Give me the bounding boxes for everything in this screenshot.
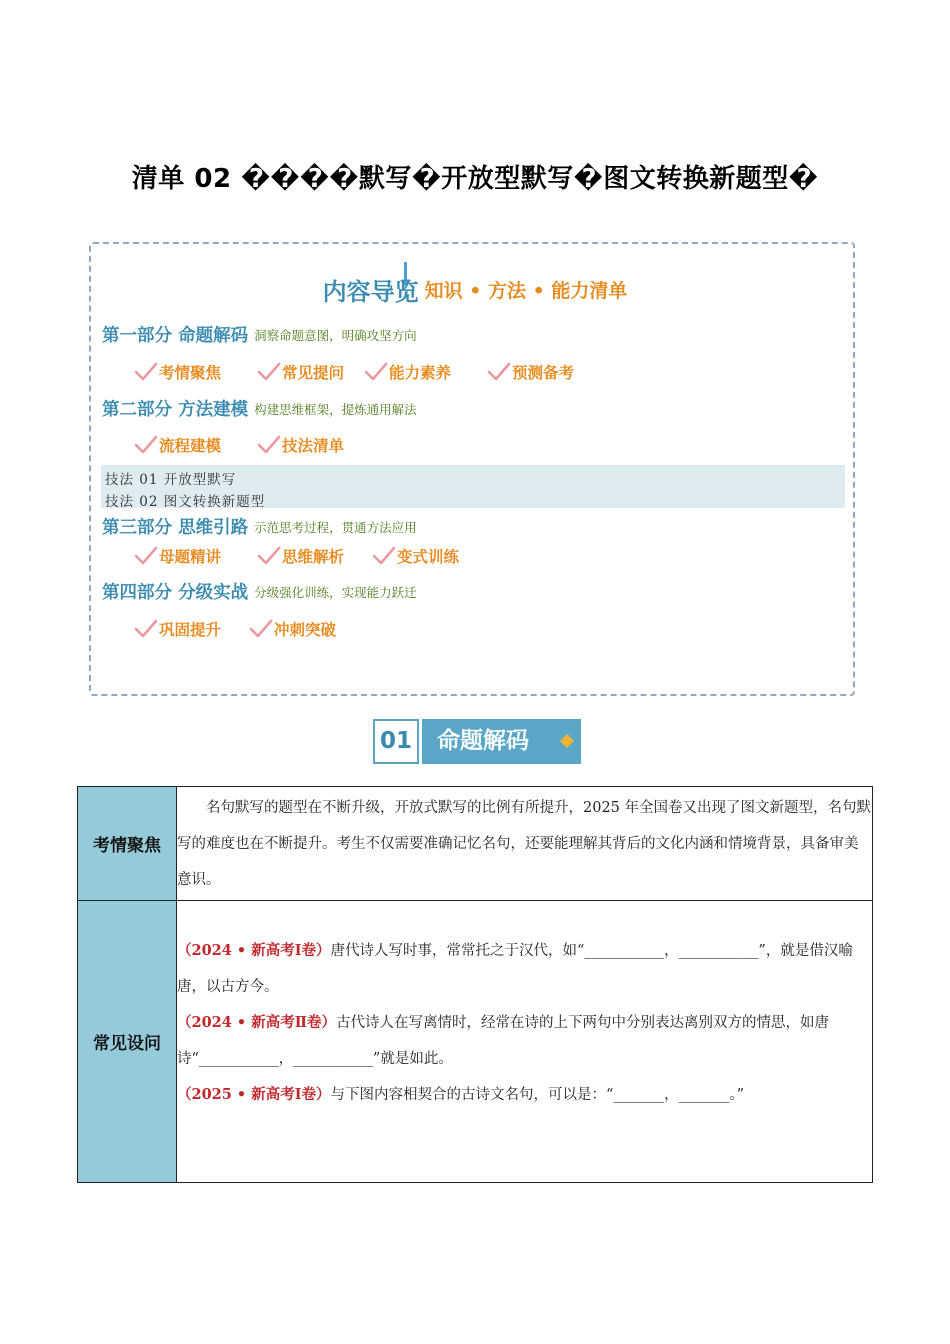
guide-heading: [0, 272, 950, 307]
table-row: [78, 787, 873, 901]
common-questions-cell: [177, 901, 873, 1183]
checkmark-icon: [257, 362, 281, 382]
section-label: 命题解码: [422, 719, 581, 764]
document-title: 清单 02 ����默写�开放型默写�图文转换新题型�: [131, 164, 819, 194]
checkmark-icon: [372, 546, 396, 566]
checkmark-icon: [364, 362, 388, 382]
part-2-item[interactable]: 技法清单: [257, 434, 344, 456]
section-number: 01: [373, 719, 419, 764]
part-2-item[interactable]: 流程建模: [134, 434, 221, 456]
part-3-desc: 示范思考过程，贯通方法应用: [254, 519, 417, 535]
checkmark-icon: [249, 619, 273, 639]
part-1-title: 第一部分 命题解码: [102, 326, 249, 346]
part-2-title: 第二部分 方法建模: [102, 400, 249, 420]
checkmark-icon: [487, 362, 511, 382]
part-3-item[interactable]: 变式训练: [372, 545, 459, 567]
part-4-desc: 分级强化训练，实现能力跃迁: [254, 584, 417, 600]
part-1-row: [102, 322, 417, 347]
table-row: [78, 901, 873, 1183]
part-2-desc: 构建思维框架，提炼通用解法: [254, 401, 417, 417]
skill-list: [101, 465, 845, 508]
part-3-item[interactable]: 思维解析: [257, 545, 344, 567]
question-item: [177, 1077, 872, 1113]
part-4-item[interactable]: 巩固提升: [134, 618, 221, 640]
diamond-icon: [560, 734, 574, 748]
question-source: （2024 • 新高考Ⅰ卷）: [177, 942, 331, 959]
part-4-title: 第四部分 分级实战: [102, 583, 249, 603]
skill-item-2[interactable]: 技法 02 图文转换新题型: [105, 494, 266, 510]
row-header-common-questions: 常见设问: [78, 901, 177, 1183]
part-4-row: [102, 579, 417, 604]
question-item: [177, 933, 872, 1005]
part-3-title: 第三部分 思维引路: [102, 518, 249, 538]
checkmark-icon: [134, 435, 158, 455]
skill-item-1[interactable]: 技法 01 开放型默写: [105, 472, 237, 488]
info-table: [77, 786, 873, 1183]
guide-subtitle: 知识 • 方法 • 能力清单: [424, 280, 628, 302]
exam-focus-text: 名句默写的题型在不断升级，开放式默写的比例有所提升，2025 年全国卷又出现了图文新题型，名句默写的难度也在不断提升。考生不仅需要准确记忆名句，还要能理解其背后的文化内涵和情境背景，具备审美意识。: [177, 787, 873, 901]
question-text: 唐代诗人写时事，常常托之于汉代，如“___________，___________”，就是借汉喻唐，以古方今。: [177, 943, 853, 995]
question-text: 与下图内容相契合的古诗文名句，可以是：“_______，_______。”: [330, 1087, 745, 1103]
part-1-item[interactable]: 常见提问: [257, 361, 344, 383]
guide-title: 内容导览: [322, 278, 419, 306]
question-source: （2025 • 新高考Ⅰ卷）: [177, 1086, 331, 1103]
part-1-desc: 洞察命题意图，明确攻坚方向: [254, 327, 417, 343]
checkmark-icon: [134, 546, 158, 566]
part-2-row: [102, 396, 417, 421]
checkmark-icon: [257, 546, 281, 566]
row-header-exam-focus: 考情聚焦: [78, 787, 177, 901]
part-1-item[interactable]: 预测备考: [487, 361, 574, 383]
part-4-item[interactable]: 冲刺突破: [249, 618, 336, 640]
part-1-item[interactable]: 考情聚焦: [134, 361, 221, 383]
checkmark-icon: [257, 435, 281, 455]
part-3-item[interactable]: 母题精讲: [134, 545, 221, 567]
question-text: 古代诗人在写离情时，经常在诗的上下两句中分别表达离别双方的情思，如唐诗“___________，___________”就是如此。: [177, 1015, 829, 1067]
part-3-row: [102, 514, 417, 539]
checkmark-icon: [134, 362, 158, 382]
section-badge: [373, 719, 581, 764]
checkmark-icon: [134, 619, 158, 639]
question-source: （2024 • 新高考Ⅱ卷）: [177, 1014, 336, 1031]
question-item: [177, 1005, 872, 1077]
part-1-item[interactable]: 能力素养: [364, 361, 451, 383]
